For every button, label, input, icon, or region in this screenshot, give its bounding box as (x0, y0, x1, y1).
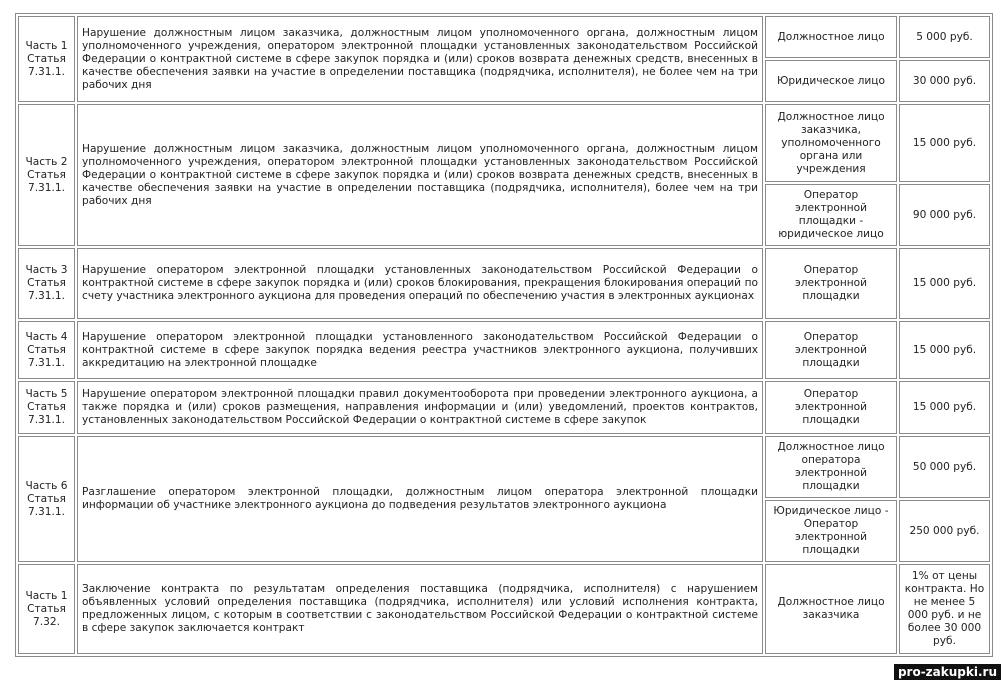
table-row (18, 104, 990, 182)
fine-amount: 15 000 руб. (899, 104, 990, 182)
article-cell (18, 564, 75, 654)
article-number: 7.31.1. (27, 290, 66, 302)
fine-amount: 15 000 руб. (899, 381, 990, 434)
site-watermark: pro-zakupki.ru (894, 664, 1001, 680)
part-label: Часть 5 (25, 388, 68, 400)
fine-amount: 250 000 руб. (899, 500, 990, 562)
fine-amount: 5 000 руб. (899, 16, 990, 58)
part-label: Часть 1 (25, 589, 68, 602)
fine-amount: 90 000 руб. (899, 184, 990, 246)
violation-description: Нарушение должностным лицом заказчика, должностным лицом уполномоченного органа, должностным лицом уполномоченного учреждения, оператором электронной площадки установленных законодательством Российской Федерации о контрактной системе в сфере закупок порядка и (или) сроков возврата денежных средств, внесенных в качестве обеспечения заявки на участие в определении поставщика (подрядчика, исполнителя), более чем на три рабочих дня (77, 104, 763, 246)
article-number: 7.31.1. (27, 356, 66, 369)
fine-amount: 15 000 руб. (899, 248, 990, 319)
subject-cell: Должностное лицо (765, 16, 897, 58)
article-number: 7.32. (33, 615, 60, 628)
part-label: Часть 1 (25, 39, 68, 52)
violation-description: Заключение контракта по результатам определения поставщика (подрядчика, исполнителя) с нарушением объявленных условий определения поставщика (подрядчика, исполнителя) или условий исполнения контракта, предложенных лицом, с которым в соответствии с законодательством Российской Федерации о контрактной системе в сфере закупок заключается контракт (77, 564, 763, 654)
fine-amount: 30 000 руб. (899, 60, 990, 102)
table-row (18, 248, 990, 319)
article-label: Статья (27, 277, 66, 289)
part-label: Часть 3 (25, 264, 68, 276)
violation-description: Нарушение оператором электронной площадки установленных законодательством Российской Федерации о контрактной системе в сфере закупок порядка и (или) сроков блокирования, прекращения блокирования операций по счету участника электронного аукциона для проведения операций по обеспечению участия в электронных аукционах (77, 248, 763, 319)
article-cell (18, 248, 75, 319)
article-label: Статья (27, 602, 66, 615)
article-cell (18, 436, 75, 562)
subject-cell: Оператор электронной площадки (765, 381, 897, 434)
article-cell (18, 16, 75, 102)
violation-description: Нарушение оператором электронной площадки правил документооборота при проведении электронного аукциона, а также порядка и (или) сроков размещения, направления информации и (или) уведомлений, проектов контрактов, установленных законодательством Российской Федерации о контрактной системе в сфере закупок (77, 381, 763, 434)
subject-cell: Юридическое лицо (765, 60, 897, 102)
subject-cell: Должностное лицо заказчика, уполномоченного органа или учреждения (765, 104, 897, 182)
article-label: Статья (27, 401, 66, 413)
article-cell (18, 381, 75, 434)
article-label: Статья (27, 492, 66, 505)
table-row (18, 564, 990, 654)
table-row (18, 16, 990, 58)
article-cell (18, 104, 75, 246)
article-cell (18, 321, 75, 379)
fines-table (15, 13, 993, 657)
table-row (18, 436, 990, 498)
subject-cell: Должностное лицо заказчика (765, 564, 897, 654)
fine-amount: 15 000 руб. (899, 321, 990, 379)
article-label: Статья (27, 52, 66, 65)
violation-description: Разглашение оператором электронной площадки, должностным лицом оператора электронной площадки информации об участнике электронного аукциона до подведения результатов электронного аукциона (77, 436, 763, 562)
article-number: 7.31.1. (27, 414, 66, 426)
fine-amount: 50 000 руб. (899, 436, 990, 498)
fine-amount: 1% от цены контракта. Но не менее 5 000 руб. и не более 30 000 руб. (899, 564, 990, 654)
table-row (18, 321, 990, 379)
subject-cell: Оператор электронной площадки (765, 321, 897, 379)
article-label: Статья (27, 168, 66, 181)
part-label: Часть 4 (25, 330, 68, 343)
part-label: Часть 6 (25, 479, 68, 492)
violation-description: Нарушение оператором электронной площадки установленного законодательством Российской Федерации о контрактной системе в сфере закупок порядка ведения реестра участников электронного аукциона, получивших аккредитацию на электронной площадке (77, 321, 763, 379)
article-number: 7.31.1. (27, 181, 66, 194)
article-number: 7.31.1. (27, 505, 66, 518)
subject-cell: Юридическое лицо - Оператор электронной площадки (765, 500, 897, 562)
table-row (18, 381, 990, 434)
subject-cell: Оператор электронной площадки - юридическое лицо (765, 184, 897, 246)
part-label: Часть 2 (25, 155, 68, 168)
subject-cell: Оператор электронной площадки (765, 248, 897, 319)
article-label: Статья (27, 343, 66, 356)
violation-description: Нарушение должностным лицом заказчика, должностным лицом уполномоченного органа, должностным лицом уполномоченного учреждения, оператором электронной площадки установленных законодательством Российской Федерации о контрактной системе в сфере закупок порядка и (или) сроков возврата денежных средств, внесенных в качестве обеспечения заявки на участие в определении поставщика (подрядчика, исполнителя), не более чем на три рабочих дня (77, 16, 763, 102)
article-number: 7.31.1. (27, 65, 66, 78)
subject-cell: Должностное лицо оператора электронной площадки (765, 436, 897, 498)
